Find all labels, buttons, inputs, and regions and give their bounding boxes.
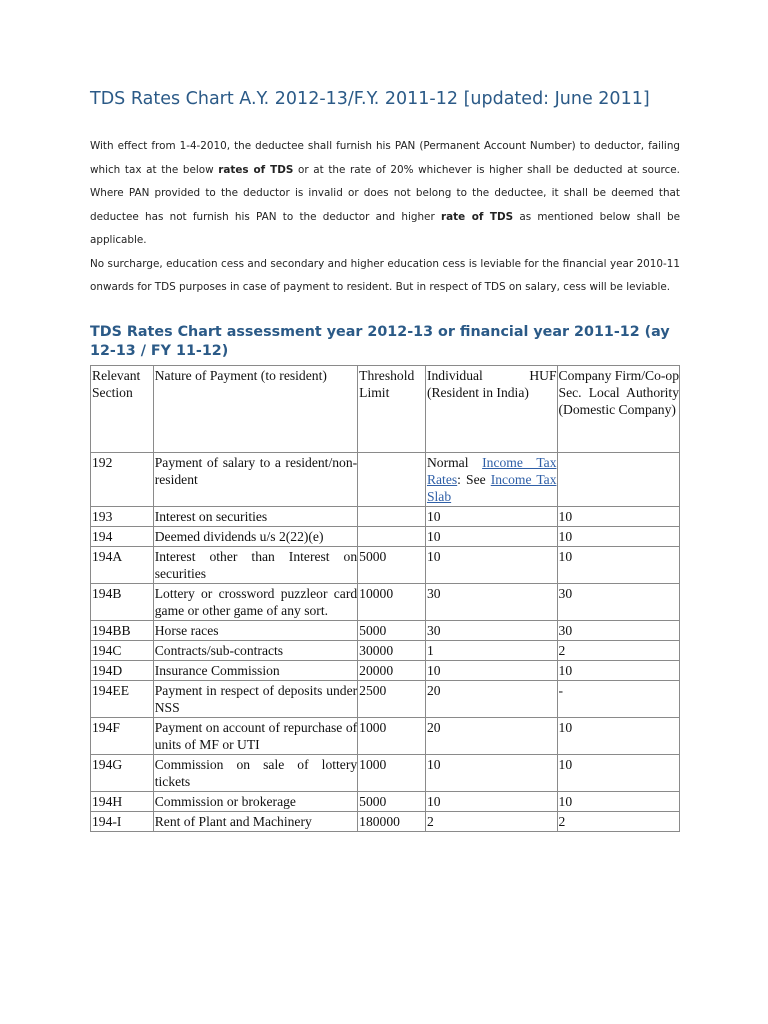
header-nature: Nature of Payment (to resident): [153, 365, 357, 452]
cell-company: 10: [557, 791, 679, 811]
cell-nature: Insurance Commission: [153, 660, 357, 680]
table-row: [91, 546, 680, 583]
table-header-row: [91, 365, 680, 452]
cell-threshold: 5000: [358, 620, 426, 640]
cell-nature: Payment of salary to a resident/non-resident: [153, 452, 357, 506]
intro-paragraph-pan: With effect from 1-4-2010, the deductee shall furnish his PAN (Permanent Account Number) to deductor, failing which tax at the below rates of TDS or at the rate of 20% whichever is higher shall be deducted at source. Where PAN provided to the deductor is invalid or does not belong to the deductee, it shall be deemed that deductee has not furnish his PAN to the deductor and higher rate of TDS as mentioned below shall be applicable.: [90, 140, 681, 246]
cell-threshold: 1000: [358, 717, 426, 754]
cell-company: 2: [557, 811, 679, 831]
cell-threshold: 5000: [358, 546, 426, 583]
table-row: [91, 811, 680, 831]
cell-section: 194BB: [91, 620, 154, 640]
cell-company: -: [557, 680, 679, 717]
cell-individual: 10: [425, 791, 557, 811]
cell-company: 10: [557, 717, 679, 754]
chart-subtitle: TDS Rates Chart assessment year 2012-13 or financial year 2011-12 (ay 12-13 / FY 11-12): [90, 323, 670, 359]
cell-nature: Payment on account of repurchase of units of MF or UTI: [153, 717, 357, 754]
income-tax-rates-link[interactable]: Income Tax Rates: [426, 454, 557, 487]
header-section: Relevant Section: [91, 365, 154, 452]
cell-individual: 20: [425, 680, 557, 717]
table-row: [91, 717, 680, 754]
cell-individual: 10: [425, 546, 557, 583]
tds-rates-table: [90, 365, 680, 832]
cell-section: 194A: [91, 546, 154, 583]
cell-individual: 30: [425, 583, 557, 620]
cell-section: 194-I: [91, 811, 154, 831]
cell-threshold: [358, 526, 426, 546]
cell-nature: Interest on securities: [153, 506, 357, 526]
cell-company: 30: [557, 620, 679, 640]
cell-threshold: 180000: [358, 811, 426, 831]
cell-individual: 20: [425, 717, 557, 754]
cell-section: 192: [91, 452, 154, 506]
rates-of-tds-emphasis: rates of TDS: [218, 163, 294, 176]
cell-threshold: 20000: [358, 660, 426, 680]
cell-section: 194H: [91, 791, 154, 811]
cell-section: 194: [91, 526, 154, 546]
cell-nature: Rent of Plant and Machinery: [153, 811, 357, 831]
table-row: [91, 640, 680, 660]
cell-company: 10: [557, 526, 679, 546]
cell-individual: 10: [425, 754, 557, 791]
cell-section: 194C: [91, 640, 154, 660]
table-row: [91, 506, 680, 526]
intro-paragraph-cess: No surcharge, education cess and secondary and higher education cess is leviable for the financial year 2010-11 onwards for TDS purposes in case of payment to resident. But in respect of TDS on salary, cess will be leviable.: [90, 257, 680, 293]
table-row: [91, 583, 680, 620]
table-row: [91, 660, 680, 680]
cell-section: 194D: [91, 660, 154, 680]
table-row: [91, 526, 680, 546]
header-individual: Individual HUF (Resident in India): [425, 365, 557, 452]
table-row: [91, 620, 680, 640]
table-row: [91, 754, 680, 791]
cell-individual: 10: [425, 526, 557, 546]
cell-threshold: 2500: [358, 680, 426, 717]
rate-of-tds-emphasis: rate of TDS: [440, 210, 514, 223]
cell-nature: Commission or brokerage: [153, 791, 357, 811]
cell-individual: 10: [425, 506, 557, 526]
header-threshold: Threshold Limit: [358, 365, 426, 452]
cell-individual: 10: [425, 660, 557, 680]
cell-company: 30: [557, 583, 679, 620]
cell-individual: 2: [425, 811, 557, 831]
cell-nature: Interest other than Interest on securities: [153, 546, 357, 583]
header-company: Company Firm/Co-op Sec. Local Authority (Domestic Company): [557, 365, 679, 452]
cell-section: 194EE: [91, 680, 154, 717]
cell-threshold: 1000: [358, 754, 426, 791]
cell-nature: Deemed dividends u/s 2(22)(e): [153, 526, 357, 546]
cell-threshold: [358, 506, 426, 526]
cell-individual: 1: [425, 640, 557, 660]
cell-company: 10: [557, 754, 679, 791]
cell-company: 2: [557, 640, 679, 660]
table-row: [91, 680, 680, 717]
cell-company: 10: [557, 546, 679, 583]
cell-threshold: 5000: [358, 791, 426, 811]
document-page: [90, 88, 680, 832]
cell-section: 193: [91, 506, 154, 526]
cell-threshold: 30000: [358, 640, 426, 660]
cell-company: 10: [557, 506, 679, 526]
cell-threshold: [358, 452, 426, 506]
cell-individual: 30: [425, 620, 557, 640]
cell-section: 194B: [91, 583, 154, 620]
cell-individual: Normal Income Tax Rates: See Income Tax Slab: [425, 452, 557, 506]
cell-nature: Lottery or crossword puzzleor card game or other game of any sort.: [153, 583, 357, 620]
cell-nature: Contracts/sub-contracts: [153, 640, 357, 660]
cell-threshold: 10000: [358, 583, 426, 620]
income-tax-slab-link[interactable]: Income Tax Slab: [426, 471, 557, 504]
cell-section: 194G: [91, 754, 154, 791]
cell-nature: Horse races: [153, 620, 357, 640]
cell-company: 10: [557, 660, 679, 680]
cell-company: [557, 452, 679, 506]
page-title: TDS Rates Chart A.Y. 2012-13/F.Y. 2011-12 [updated: June 2011]: [90, 89, 650, 109]
cell-nature: Payment in respect of deposits under NSS: [153, 680, 357, 717]
table-row: [91, 452, 680, 506]
cell-nature: Commission on sale of lottery tickets: [153, 754, 357, 791]
cell-section: 194F: [91, 717, 154, 754]
table-row: [91, 791, 680, 811]
